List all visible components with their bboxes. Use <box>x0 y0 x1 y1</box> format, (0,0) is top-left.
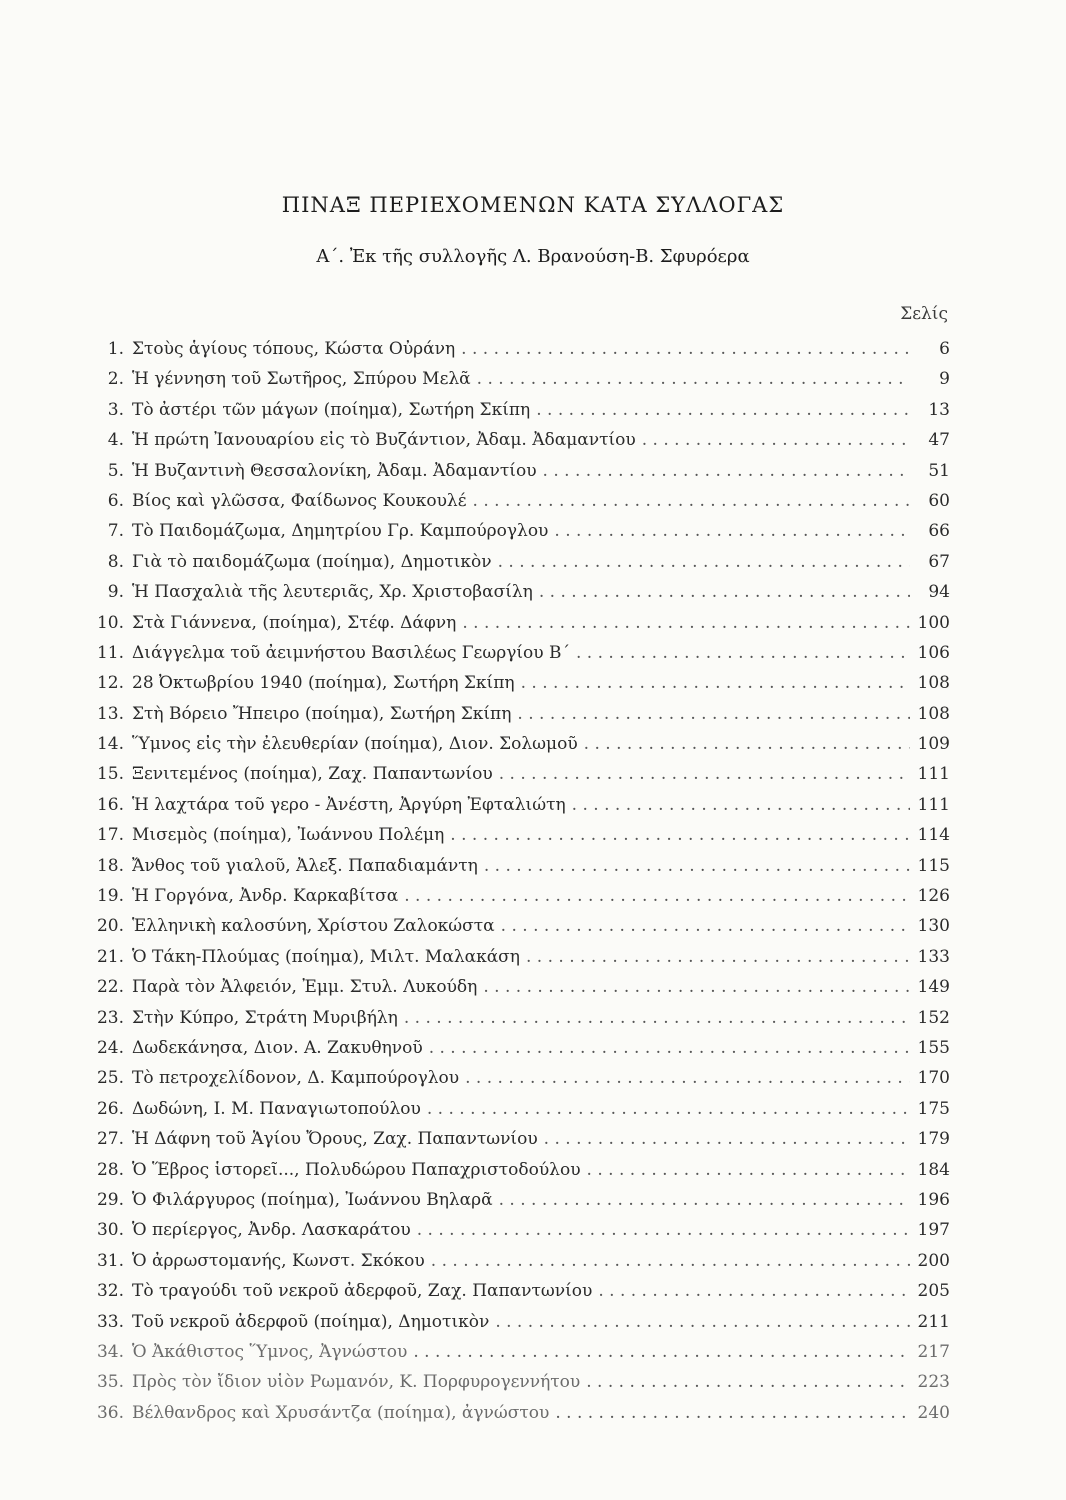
toc-entry-title: Στὰ Γιάννενα, (ποίημα), Στέφ. Δάφνη <box>132 612 457 633</box>
toc-entry <box>78 942 950 972</box>
toc-entry-page: 155 <box>917 1037 950 1058</box>
toc-entry <box>78 547 950 577</box>
toc-leader-dots <box>539 577 910 607</box>
toc-entry-number: 30. <box>96 1220 124 1241</box>
toc-entry-title: Ὁ περίεργος, Ἀνδρ. Λασκαράτου <box>132 1220 411 1241</box>
toc-entry-page: 223 <box>917 1372 950 1393</box>
toc-entry <box>78 577 950 607</box>
toc-entry-title: Παρὰ τὸν Ἀλφειόν, Ἐμμ. Στυλ. Λυκούδη <box>132 977 478 998</box>
toc-leader-dots <box>544 1124 910 1154</box>
toc-leader-dots <box>461 334 910 364</box>
toc-leader-dots <box>450 820 910 850</box>
toc-entry-number: 34. <box>96 1341 124 1362</box>
toc-entry-page: 179 <box>917 1129 950 1150</box>
toc-entry-page: 108 <box>917 703 950 724</box>
toc-leader-dots <box>498 547 910 577</box>
toc-entry-page: 133 <box>917 946 950 967</box>
toc-entry-title: Ξενιτεμένος (ποίημα), Ζαχ. Παπαντωνίου <box>132 764 493 785</box>
toc-entry <box>78 820 950 850</box>
toc-entry-page: 149 <box>917 977 950 998</box>
toc-entry-number: 8. <box>107 551 124 572</box>
toc-entry-number: 4. <box>107 430 124 451</box>
toc-entry-page: 106 <box>917 642 950 663</box>
toc-entry <box>78 1337 950 1367</box>
toc-entry <box>78 759 950 789</box>
toc-leader-dots <box>404 881 910 911</box>
toc-leader-dots <box>598 1276 910 1306</box>
toc-entry <box>78 608 950 638</box>
toc-entry-title: Βίος καὶ γλῶσσα, Φαίδωνος Κουκουλέ <box>132 490 467 511</box>
toc-entry-number: 16. <box>96 794 124 815</box>
toc-entry <box>78 911 950 941</box>
toc-leader-dots <box>477 364 910 394</box>
toc-entry-number: 24. <box>96 1037 124 1058</box>
toc-entry-title: Τὸ ἀστέρι τῶν μάγων (ποίημα), Σωτήρη Σκίπη <box>132 399 531 420</box>
toc-entry-number: 6. <box>107 490 124 511</box>
toc-entry <box>78 729 950 759</box>
toc-entry <box>78 516 950 546</box>
toc-entry <box>78 395 950 425</box>
toc-entry-number: 33. <box>96 1311 124 1332</box>
toc-entry-number: 10. <box>96 612 124 633</box>
toc-entry <box>78 1155 950 1185</box>
toc-entry-number: 17. <box>96 825 124 846</box>
toc-entry <box>78 972 950 1002</box>
toc-entry-title: Ὁ Ἕβρος ἱστορεῖ..., Πολυδώρου Παπαχριστοδούλου <box>132 1159 581 1180</box>
toc-leader-dots <box>584 729 910 759</box>
toc-entry-title: Ἡ Γοργόνα, Ἀνδρ. Καρκαβίτσα <box>132 886 399 907</box>
toc-leader-dots <box>587 1155 910 1185</box>
toc-entry-page: 47 <box>928 430 950 451</box>
toc-entry-page: 94 <box>928 582 950 603</box>
toc-entry-page: 217 <box>917 1341 950 1362</box>
toc-entry <box>78 1185 950 1215</box>
toc-entry-title: Τὸ Παιδομάζωμα, Δημητρίου Γρ. Καμπούρογλου <box>132 521 549 542</box>
toc-entry-title: Τὸ πετροχελίδονον, Δ. Καμπούρογλου <box>132 1068 460 1089</box>
toc-entry-page: 111 <box>917 764 950 785</box>
toc-entry-title: Ἡ λαχτάρα τοῦ γερο - Ἀνέστη, Ἀργύρη Ἐφταλιώτη <box>132 794 566 815</box>
toc-entry-number: 12. <box>96 673 124 694</box>
toc-entry-title: Δωδεκάνησα, Διον. Α. Ζακυθηνοῦ <box>132 1037 423 1058</box>
toc-entry-title: Στὴν Κύπρο, Στράτη Μυριβήλη <box>132 1007 398 1028</box>
toc-entry-title: 28 Ὀκτωβρίου 1940 (ποίημα), Σωτήρη Σκίπη <box>132 673 515 694</box>
toc-leader-dots <box>576 638 910 668</box>
toc-entry-page: 175 <box>917 1098 950 1119</box>
toc-entry-title: Δωδώνη, Ι. Μ. Παναγιωτοπούλου <box>132 1098 421 1119</box>
toc-entry-title: Τοῦ νεκροῦ ἀδερφοῦ (ποίημα), Δημοτικὸν <box>132 1311 490 1332</box>
table-of-contents <box>78 334 950 1428</box>
toc-entry-title: Ὁ Τάκη-Πλούμας (ποίημα), Μιλτ. Μαλακάση <box>132 946 520 967</box>
toc-entry <box>78 1367 950 1397</box>
toc-entry-page: 152 <box>917 1007 950 1028</box>
toc-leader-dots <box>499 759 910 789</box>
toc-entry-page: 170 <box>917 1068 950 1089</box>
toc-entry <box>78 638 950 668</box>
toc-entry <box>78 881 950 911</box>
toc-entry-page: 60 <box>928 490 950 511</box>
toc-entry-number: 2. <box>107 369 124 390</box>
toc-entry <box>78 1063 950 1093</box>
toc-entry-number: 5. <box>107 460 124 481</box>
toc-entry-page: 51 <box>928 460 950 481</box>
toc-leader-dots <box>526 942 910 972</box>
toc-entry-number: 18. <box>96 855 124 876</box>
toc-leader-dots <box>404 1003 910 1033</box>
toc-entry-number: 21. <box>96 946 124 967</box>
toc-entry-title: Στὴ Βόρειο Ἤπειρο (ποίημα), Σωτήρη Σκίπη <box>132 703 512 724</box>
toc-entry-page: 130 <box>917 916 950 937</box>
toc-entry-page: 126 <box>917 886 950 907</box>
toc-leader-dots <box>554 516 910 546</box>
toc-entry-page: 6 <box>939 339 950 359</box>
toc-entry-number: 11. <box>96 642 124 663</box>
toc-entry-page: 115 <box>917 855 950 876</box>
toc-entry-number: 23. <box>96 1007 124 1028</box>
toc-leader-dots <box>473 486 910 516</box>
toc-entry-title: Ὕμνος εἰς τὴν ἐλευθερίαν (ποίημα), Διον. Σολωμοῦ <box>132 734 578 755</box>
toc-entry-title: Ἡ πρώτη Ἰανουαρίου εἰς τὸ Βυζάντιον, Ἀδαμ. Ἀδαμαντίου <box>132 430 636 451</box>
toc-entry-title: Ἑλληνικὴ καλοσύνη, Χρίστου Ζαλοκώστα <box>132 916 495 937</box>
toc-entry-number: 35. <box>96 1372 124 1393</box>
toc-entry-number: 28. <box>96 1159 124 1180</box>
toc-leader-dots <box>521 668 910 698</box>
toc-entry <box>78 699 950 729</box>
toc-leader-dots <box>484 851 910 881</box>
toc-entry-page: 9 <box>939 369 950 390</box>
toc-leader-dots <box>427 1094 910 1124</box>
toc-entry <box>78 425 950 455</box>
toc-entry <box>78 1398 950 1428</box>
toc-entry-title: Ὁ Ἀκάθιστος Ὕμνος, Ἀγνώστου <box>132 1341 408 1362</box>
toc-entry-number: 29. <box>96 1189 124 1210</box>
page-title: ΠΙΝΑΞ ΠΕΡΙΕΧΟΜΕΝΩΝ ΚΑΤΑ ΣΥΛΛΟΓΑΣ <box>281 193 785 217</box>
toc-entry <box>78 1094 950 1124</box>
toc-leader-dots <box>572 790 910 820</box>
toc-entry <box>78 1033 950 1063</box>
toc-entry-page: 240 <box>917 1402 950 1423</box>
toc-entry-title: Ἡ γέννηση τοῦ Σωτῆρος, Σπύρου Μελᾶ <box>132 369 471 390</box>
toc-leader-dots <box>642 425 910 455</box>
toc-entry-page: 114 <box>917 825 950 846</box>
toc-entry-number: 7. <box>107 521 124 542</box>
toc-leader-dots <box>465 1063 910 1093</box>
toc-leader-dots <box>429 1033 910 1063</box>
toc-entry-page: 197 <box>917 1220 950 1241</box>
toc-entry-page: 13 <box>928 399 950 420</box>
toc-entry-page: 108 <box>917 673 950 694</box>
toc-entry-title: Ἡ Βυζαντινὴ Θεσσαλονίκη, Ἀδαμ. Ἀδαμαντίου <box>132 460 537 481</box>
toc-entry-title: Διάγγελμα τοῦ ἀειμνήστου Βασιλέως Γεωργίου Β΄ <box>132 642 570 663</box>
toc-entry-number: 36. <box>96 1402 124 1423</box>
toc-entry <box>78 790 950 820</box>
toc-entry-number: 25. <box>96 1068 124 1089</box>
toc-entry-page: 200 <box>917 1250 950 1271</box>
toc-entry-page: 211 <box>917 1311 950 1332</box>
toc-entry-number: 3. <box>107 399 124 420</box>
toc-entry-title: Ὁ ἀρρωστομανής, Κωνστ. Σκόκου <box>132 1250 425 1271</box>
toc-entry <box>78 456 950 486</box>
toc-entry-number: 32. <box>96 1281 124 1302</box>
toc-entry <box>78 851 950 881</box>
page-column-label: Σελίς <box>900 304 948 324</box>
toc-entry <box>78 364 950 394</box>
toc-entry-number: 1. <box>107 339 124 359</box>
toc-entry-title: Ἡ Δάφνη τοῦ Ἁγίου Ὄρους, Ζαχ. Παπαντωνίου <box>132 1129 538 1150</box>
toc-entry-title: Γιὰ τὸ παιδομάζωμα (ποίημα), Δημοτικὸν <box>132 551 492 572</box>
toc-entry <box>78 1124 950 1154</box>
toc-entry-page: 67 <box>928 551 950 572</box>
toc-leader-dots <box>555 1398 910 1428</box>
toc-entry-page: 184 <box>917 1159 950 1180</box>
toc-entry-page: 100 <box>917 612 950 633</box>
toc-leader-dots <box>501 911 910 941</box>
toc-entry-title: Τὸ τραγούδι τοῦ νεκροῦ ἀδερφοῦ, Ζαχ. Παπαντωνίου <box>132 1281 593 1302</box>
toc-entry-number: 20. <box>96 916 124 937</box>
toc-entry-page: 196 <box>917 1189 950 1210</box>
toc-entry-number: 22. <box>96 977 124 998</box>
toc-entry-number: 27. <box>96 1129 124 1150</box>
toc-entry-title: Βέλθανδρος καὶ Χρυσάντζα (ποίημα), ἀγνώστου <box>132 1402 550 1423</box>
toc-leader-dots <box>499 1185 910 1215</box>
toc-entry-page: 109 <box>917 734 950 755</box>
toc-entry <box>78 334 950 364</box>
toc-entry-title: Ἡ Πασχαλιὰ τῆς λευτεριᾶς, Χρ. Χριστοβασίλη <box>132 582 533 603</box>
toc-leader-dots <box>586 1367 910 1397</box>
toc-entry <box>78 486 950 516</box>
toc-leader-dots <box>536 395 910 425</box>
toc-entry <box>78 668 950 698</box>
toc-entry-number: 14. <box>96 734 124 755</box>
toc-leader-dots <box>462 608 910 638</box>
toc-entry <box>78 1276 950 1306</box>
toc-entry-page: 111 <box>917 794 950 815</box>
toc-entry-number: 15. <box>96 764 124 785</box>
toc-entry <box>78 1003 950 1033</box>
toc-leader-dots <box>517 699 910 729</box>
toc-entry <box>78 1215 950 1245</box>
toc-leader-dots <box>495 1307 910 1337</box>
toc-entry-number: 26. <box>96 1098 124 1119</box>
toc-entry-page: 205 <box>917 1281 950 1302</box>
toc-leader-dots <box>431 1246 910 1276</box>
toc-leader-dots <box>543 456 910 486</box>
toc-entry <box>78 1246 950 1276</box>
toc-entry-number: 13. <box>96 703 124 724</box>
toc-entry-title: Ἄνθος τοῦ γιαλοῦ, Ἀλεξ. Παπαδιαμάντη <box>132 855 478 876</box>
toc-leader-dots <box>417 1215 910 1245</box>
toc-entry-title: Πρὸς τὸν ἴδιον υἱὸν Ρωμανόν, Κ. Πορφυρογεννήτου <box>132 1372 581 1393</box>
toc-entry-title: Ὁ Φιλάργυρος (ποίημα), Ἰωάννου Βηλαρᾶ <box>132 1189 493 1210</box>
toc-entry-title: Μισεμὸς (ποίημα), Ἰωάννου Πολέμη <box>132 825 445 846</box>
toc-entry-page: 66 <box>928 521 950 542</box>
toc-entry-title: Στοὺς ἁγίους τόπους, Κώστα Οὐράνη <box>132 339 456 359</box>
toc-leader-dots <box>483 972 910 1002</box>
toc-entry-number: 19. <box>96 886 124 907</box>
toc-leader-dots <box>413 1337 910 1367</box>
toc-entry <box>78 1307 950 1337</box>
toc-entry-number: 9. <box>107 582 124 603</box>
toc-entry-number: 31. <box>96 1250 124 1271</box>
collection-subtitle: Α΄. Ἐκ τῆς συλλογῆς Λ. Βρανούση-Β. Σφυρόερα <box>316 246 750 267</box>
